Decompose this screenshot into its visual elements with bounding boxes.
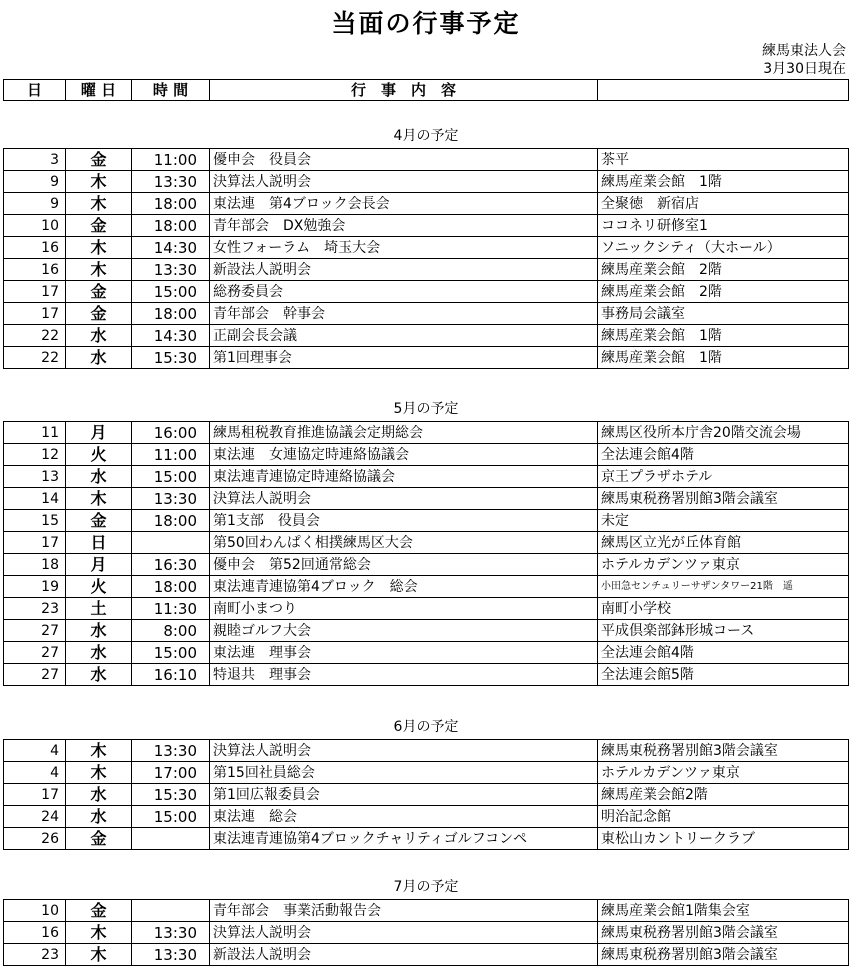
time-cell: 13:30	[132, 922, 210, 944]
event-cell: 東法連青連協定時連絡協議会	[210, 466, 598, 488]
organization-block	[762, 42, 846, 78]
day-cell: 26	[4, 828, 66, 850]
location-cell: 練馬産業会館 1階	[598, 171, 849, 193]
weekday-cell: 水	[66, 642, 132, 664]
day-cell: 17	[4, 281, 66, 303]
event-cell: 東法連 女連協定時連絡協議会	[210, 444, 598, 466]
day-cell: 4	[4, 762, 66, 784]
weekday-cell: 水	[66, 806, 132, 828]
location-cell: 練馬東税務署別館3階会議室	[598, 740, 849, 762]
day-cell: 4	[4, 740, 66, 762]
weekday-cell: 水	[66, 466, 132, 488]
event-cell: 練馬租税教育推進協議会定期総会	[210, 422, 598, 444]
time-cell: 17:00	[132, 762, 210, 784]
page-title: 当面の行事予定	[331, 9, 521, 38]
weekday-cell: 月	[66, 554, 132, 576]
day-cell: 9	[4, 193, 66, 215]
table-row	[4, 784, 849, 806]
table-row	[4, 281, 849, 303]
header-content: 行 事 内 容	[210, 80, 598, 101]
day-cell: 27	[4, 642, 66, 664]
weekday-cell: 火	[66, 576, 132, 598]
day-cell: 10	[4, 215, 66, 237]
day-cell: 27	[4, 664, 66, 686]
event-cell: 青年部会 DX勉強会	[210, 215, 598, 237]
header-day: 日	[4, 80, 66, 101]
table-row	[4, 215, 849, 237]
table-row	[4, 598, 849, 620]
time-cell: 16:30	[132, 554, 210, 576]
time-cell: 15:00	[132, 806, 210, 828]
event-cell: 第1支部 役員会	[210, 510, 598, 532]
location-cell: 練馬東税務署別館3階会議室	[598, 922, 849, 944]
table-row	[4, 762, 849, 784]
time-cell: 13:30	[132, 944, 210, 966]
weekday-cell: 土	[66, 598, 132, 620]
time-cell: 11:30	[132, 598, 210, 620]
weekday-cell: 金	[66, 215, 132, 237]
location-cell: 京王プラザホテル	[598, 466, 849, 488]
table-row	[4, 171, 849, 193]
weekday-cell: 金	[66, 510, 132, 532]
day-cell: 10	[4, 900, 66, 922]
weekday-cell: 水	[66, 325, 132, 347]
day-cell: 16	[4, 922, 66, 944]
weekday-cell: 木	[66, 740, 132, 762]
location-cell: ホテルカデンツァ東京	[598, 554, 849, 576]
day-cell: 14	[4, 488, 66, 510]
weekday-cell: 水	[66, 347, 132, 369]
weekday-cell: 木	[66, 922, 132, 944]
section-label: 7月の予定	[393, 879, 459, 895]
schedule-table	[3, 899, 849, 966]
table-row	[4, 900, 849, 922]
table-row	[4, 642, 849, 664]
location-cell: 茶平	[598, 149, 849, 171]
table-row	[4, 488, 849, 510]
location-cell: 平成倶楽部鉢形城コース	[598, 620, 849, 642]
time-cell	[132, 900, 210, 922]
location-cell: 練馬産業会館 1階	[598, 325, 849, 347]
location-cell: 全法連会館5階	[598, 664, 849, 686]
weekday-cell: 木	[66, 171, 132, 193]
weekday-cell: 水	[66, 784, 132, 806]
time-cell: 16:10	[132, 664, 210, 686]
event-cell: 優申会 役員会	[210, 149, 598, 171]
location-cell: 練馬区立光が丘体育館	[598, 532, 849, 554]
time-cell: 8:00	[132, 620, 210, 642]
event-cell: 南町小まつり	[210, 598, 598, 620]
event-cell: 親睦ゴルフ大会	[210, 620, 598, 642]
event-cell: 第1回広報委員会	[210, 784, 598, 806]
location-cell: 練馬東税務署別館3階会議室	[598, 488, 849, 510]
location-cell: 練馬区役所本庁舎20階交流会場	[598, 422, 849, 444]
event-cell: 新設法人説明会	[210, 944, 598, 966]
event-cell: 青年部会 事業活動報告会	[210, 900, 598, 922]
table-row	[4, 510, 849, 532]
event-cell: 優申会 第52回通常総会	[210, 554, 598, 576]
time-cell: 11:00	[132, 149, 210, 171]
event-cell: 総務委員会	[210, 281, 598, 303]
event-cell: 第1回理事会	[210, 347, 598, 369]
day-cell: 15	[4, 510, 66, 532]
day-cell: 13	[4, 466, 66, 488]
location-cell: 練馬産業会館 2階	[598, 281, 849, 303]
weekday-cell: 日	[66, 532, 132, 554]
event-cell: 第50回わんぱく相撲練馬区大会	[210, 532, 598, 554]
time-cell: 15:30	[132, 784, 210, 806]
event-cell: 東法連 総会	[210, 806, 598, 828]
day-cell: 12	[4, 444, 66, 466]
table-row	[4, 193, 849, 215]
weekday-cell: 金	[66, 281, 132, 303]
event-cell: 決算法人説明会	[210, 922, 598, 944]
table-row	[4, 620, 849, 642]
time-cell	[132, 532, 210, 554]
schedule-table	[3, 148, 849, 369]
day-cell: 27	[4, 620, 66, 642]
time-cell: 16:00	[132, 422, 210, 444]
location-cell: 東松山カントリークラブ	[598, 828, 849, 850]
time-cell: 11:00	[132, 444, 210, 466]
table-row	[4, 347, 849, 369]
time-cell: 18:00	[132, 303, 210, 325]
section-label: 5月の予定	[393, 401, 459, 417]
table-row	[4, 740, 849, 762]
weekday-cell: 火	[66, 444, 132, 466]
section-label: 4月の予定	[393, 128, 459, 144]
day-cell: 16	[4, 237, 66, 259]
location-cell: 明治記念館	[598, 806, 849, 828]
table-row	[4, 664, 849, 686]
table-row	[4, 444, 849, 466]
schedule-table	[3, 739, 849, 850]
time-cell: 14:30	[132, 325, 210, 347]
event-cell: 青年部会 幹事会	[210, 303, 598, 325]
table-row	[4, 422, 849, 444]
event-cell: 正副会長会議	[210, 325, 598, 347]
location-cell: 全法連会館4階	[598, 444, 849, 466]
weekday-cell: 木	[66, 193, 132, 215]
day-cell: 9	[4, 171, 66, 193]
weekday-cell: 木	[66, 762, 132, 784]
weekday-cell: 金	[66, 828, 132, 850]
location-cell: 未定	[598, 510, 849, 532]
day-cell: 18	[4, 554, 66, 576]
table-row	[4, 532, 849, 554]
event-cell: 第15回社員総会	[210, 762, 598, 784]
weekday-cell: 水	[66, 620, 132, 642]
day-cell: 23	[4, 598, 66, 620]
table-row	[4, 149, 849, 171]
event-cell: 東法連 第4ブロック会長会	[210, 193, 598, 215]
section-label: 6月の予定	[393, 719, 459, 735]
table-row	[4, 259, 849, 281]
location-cell: 練馬産業会館1階集会室	[598, 900, 849, 922]
event-cell: 東法連 理事会	[210, 642, 598, 664]
day-cell: 3	[4, 149, 66, 171]
day-cell: 17	[4, 784, 66, 806]
day-cell: 23	[4, 944, 66, 966]
time-cell: 15:00	[132, 466, 210, 488]
day-cell: 17	[4, 532, 66, 554]
location-cell: 全法連会館4階	[598, 642, 849, 664]
day-cell: 17	[4, 303, 66, 325]
time-cell	[132, 828, 210, 850]
table-row	[4, 944, 849, 966]
event-cell: 女性フォーラム 埼玉大会	[210, 237, 598, 259]
weekday-cell: 金	[66, 149, 132, 171]
table-row	[4, 576, 849, 598]
location-cell: ココネリ研修室1	[598, 215, 849, 237]
time-cell: 15:00	[132, 642, 210, 664]
table-row	[4, 828, 849, 850]
event-cell: 東法連青連協第4ブロック 総会	[210, 576, 598, 598]
table-row	[4, 466, 849, 488]
as-of-date: 3月30日現在	[763, 61, 846, 77]
header-dow: 曜 日	[66, 80, 132, 101]
time-cell: 18:00	[132, 510, 210, 532]
weekday-cell: 木	[66, 259, 132, 281]
event-cell: 東法連青連協第4ブロックチャリティゴルフコンペ	[210, 828, 598, 850]
location-cell: 南町小学校	[598, 598, 849, 620]
table-row	[4, 237, 849, 259]
event-cell: 特退共 理事会	[210, 664, 598, 686]
header-location	[598, 80, 849, 101]
event-cell: 決算法人説明会	[210, 740, 598, 762]
weekday-cell: 木	[66, 488, 132, 510]
table-row	[4, 922, 849, 944]
weekday-cell: 月	[66, 422, 132, 444]
time-cell: 18:00	[132, 576, 210, 598]
event-cell: 決算法人説明会	[210, 171, 598, 193]
schedule-header	[3, 79, 849, 101]
event-cell: 新設法人説明会	[210, 259, 598, 281]
time-cell: 13:30	[132, 259, 210, 281]
location-cell: 練馬産業会館 2階	[598, 259, 849, 281]
day-cell: 11	[4, 422, 66, 444]
time-cell: 15:00	[132, 281, 210, 303]
weekday-cell: 金	[66, 900, 132, 922]
location-cell: 練馬東税務署別館3階会議室	[598, 944, 849, 966]
location-cell: 練馬産業会館2階	[598, 784, 849, 806]
weekday-cell: 金	[66, 303, 132, 325]
location-cell: 小田急センチュリーサザンタワー21階 遥	[598, 576, 849, 598]
day-cell: 16	[4, 259, 66, 281]
location-cell: ホテルカデンツァ東京	[598, 762, 849, 784]
day-cell: 22	[4, 325, 66, 347]
location-cell: ソニックシティ（大ホール）	[598, 237, 849, 259]
organization-name: 練馬東法人会	[762, 43, 846, 59]
table-row	[4, 325, 849, 347]
event-cell: 決算法人説明会	[210, 488, 598, 510]
day-cell: 19	[4, 576, 66, 598]
weekday-cell: 水	[66, 664, 132, 686]
table-row	[4, 806, 849, 828]
time-cell: 15:30	[132, 347, 210, 369]
header-row	[4, 80, 849, 101]
time-cell: 18:00	[132, 215, 210, 237]
location-cell: 事務局会議室	[598, 303, 849, 325]
day-cell: 22	[4, 347, 66, 369]
time-cell: 13:30	[132, 740, 210, 762]
table-row	[4, 303, 849, 325]
weekday-cell: 木	[66, 237, 132, 259]
header-time: 時 間	[132, 80, 210, 101]
time-cell: 18:00	[132, 193, 210, 215]
time-cell: 13:30	[132, 171, 210, 193]
schedule-table	[3, 421, 849, 686]
day-cell: 24	[4, 806, 66, 828]
weekday-cell: 木	[66, 944, 132, 966]
time-cell: 14:30	[132, 237, 210, 259]
location-cell: 練馬産業会館 1階	[598, 347, 849, 369]
time-cell: 13:30	[132, 488, 210, 510]
table-row	[4, 554, 849, 576]
location-cell: 全聚徳 新宿店	[598, 193, 849, 215]
